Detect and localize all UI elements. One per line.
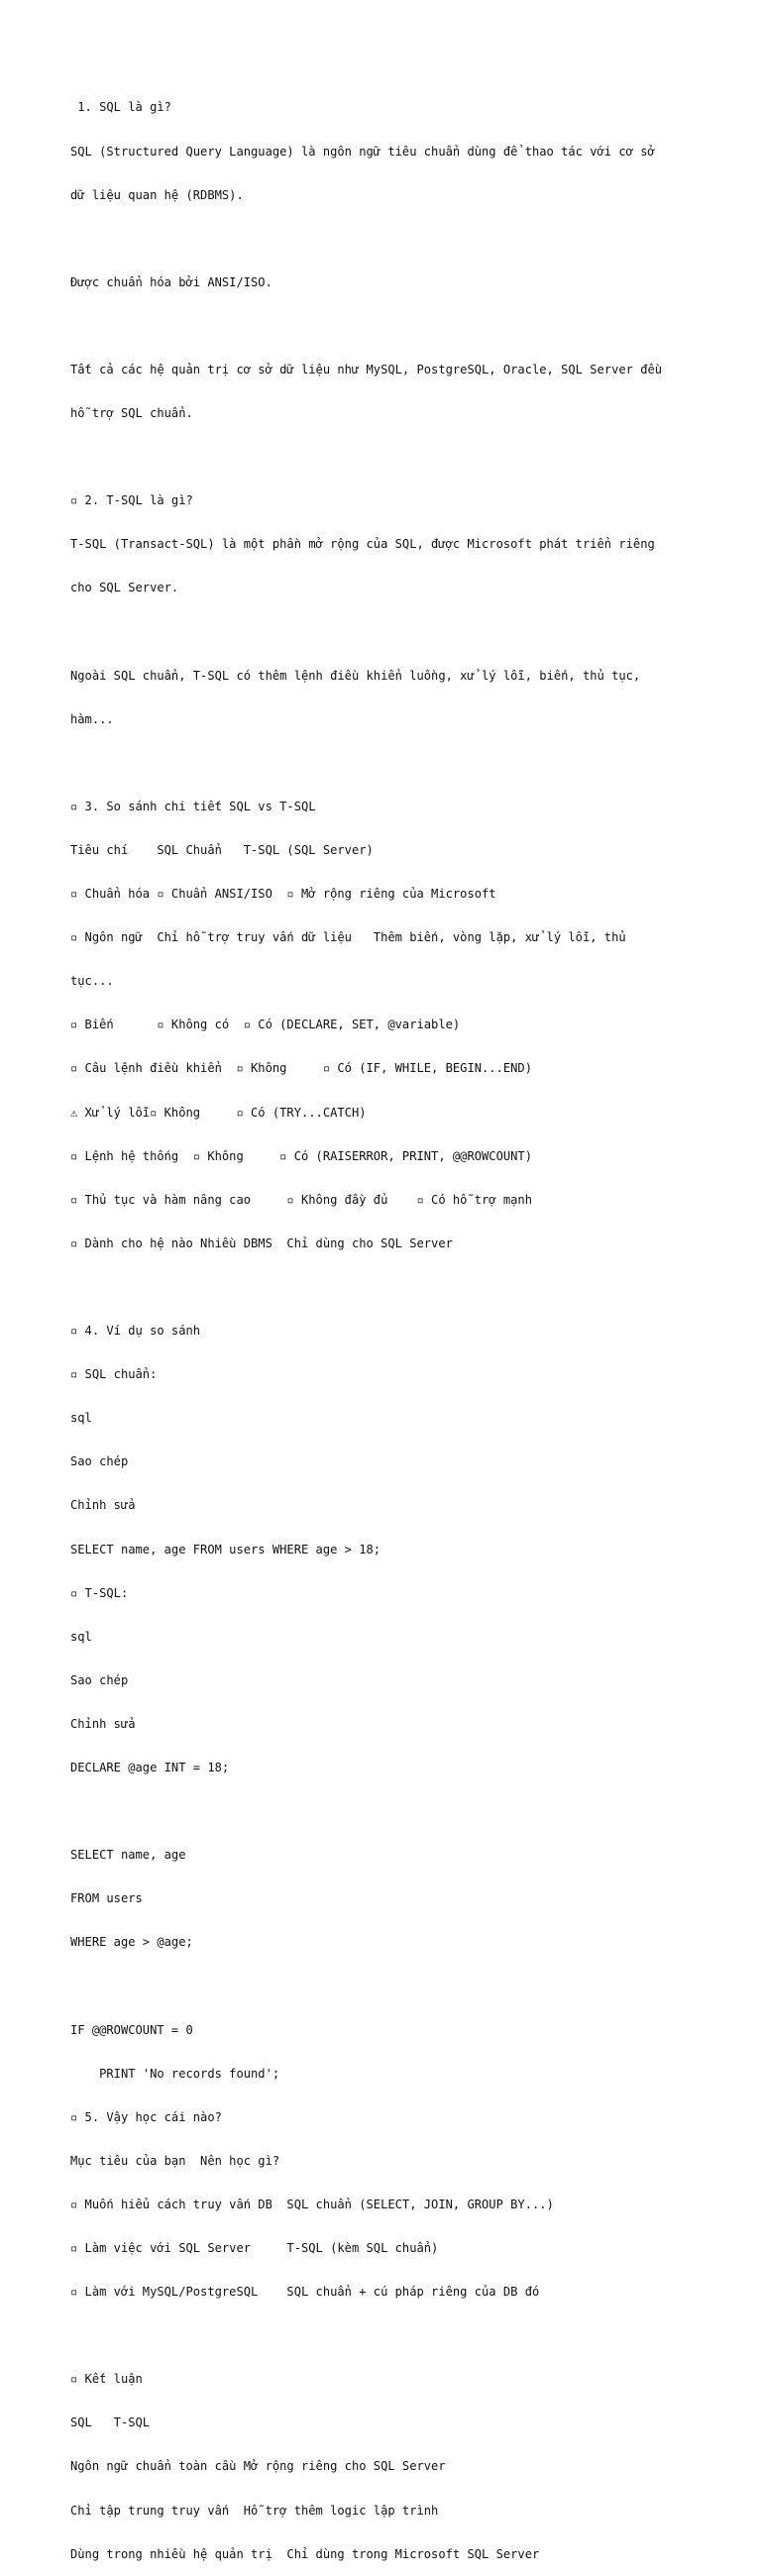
comparison-row: ▫ Chuẩn hóa ▫ Chuẩn ANSI/ISO ▫ Mở rộng riêng của Microsoft bbox=[70, 887, 496, 902]
comparison-row: ⚠ Xử lý lỗi▫ Không ▫ Có (TRY...CATCH) bbox=[70, 1105, 367, 1120]
text-line: dữ liệu quan hệ (RDBMS). bbox=[70, 187, 244, 202]
goal-row: ▫ Làm việc với SQL Server T-SQL (kèm SQL chuẩn) bbox=[70, 2241, 439, 2255]
comparison-row: ▫ Dành cho hệ nào Nhiều DBMS Chỉ dùng cho SQL Server bbox=[70, 1235, 453, 1250]
text-line: Được chuẩn hóa bởi ANSI/ISO. bbox=[70, 274, 272, 289]
text-line: cho SQL Server. bbox=[70, 581, 179, 595]
example-label-tsql: ▫ T-SQL: bbox=[70, 1585, 129, 1600]
comparison-row: ▫ Ngôn ngữ Chỉ hỗ trợ truy vấn dữ liệu Thêm biến, vòng lặp, xử lý lỗi, thủ bbox=[70, 930, 626, 945]
blank-line bbox=[70, 2328, 705, 2343]
goal-row: ▫ Làm với MySQL/PostgreSQL SQL chuẩn + cú pháp riêng của DB đó bbox=[70, 2285, 540, 2300]
text-line: Ngoài SQL chuẩn, T-SQL có thêm lệnh điều khiển luồng, xử lý lỗi, biến, thủ tục, bbox=[70, 668, 641, 683]
text-line: T-SQL (Transact-SQL) là một phần mở rộng của SQL, được Microsoft phát triển riêng bbox=[70, 537, 655, 552]
copy-code-label: Sao chép bbox=[70, 1672, 129, 1687]
code-line: SELECT name, age FROM users WHERE age > 18; bbox=[70, 1542, 381, 1556]
code-language-label: sql bbox=[70, 1411, 92, 1426]
heading-which-to-learn: ▫ 5. Vậy học cái nào? bbox=[70, 2109, 222, 2124]
comparison-row: tục... bbox=[70, 974, 114, 989]
edit-code-label: Chỉnh sửa bbox=[70, 1716, 136, 1731]
comparison-row: ▫ Câu lệnh điều khiển ▫ Không ▫ Có (IF, WHILE, BEGIN...END) bbox=[70, 1061, 532, 1076]
text-line: hàm... bbox=[70, 711, 114, 726]
heading-what-is-tsql: ▫ 2. T-SQL là gì? bbox=[70, 493, 193, 508]
conclusion-header-row: SQL T-SQL bbox=[70, 2415, 151, 2430]
text-line: Tất cả các hệ quản trị cơ sở dữ liệu như MySQL, PostgreSQL, Oracle, SQL Server đều bbox=[70, 362, 663, 376]
blank-line bbox=[70, 625, 705, 640]
conclusion-row: Dùng trong nhiều hệ quản trị Chỉ dùng trong Microsoft SQL Server bbox=[70, 2546, 540, 2561]
heading-examples: ▫ 4. Ví dụ so sánh bbox=[70, 1324, 201, 1339]
comparison-row: ▫ Thủ tục và hàm nâng cao ▫ Không đầy đủ ▫ Có hỗ trợ mạnh bbox=[70, 1192, 532, 1207]
text-line: SQL (Structured Query Language) là ngôn ngữ tiêu chuẩn dùng để thao tác với cơ sở bbox=[70, 144, 655, 159]
code-line: IF @@ROWCOUNT = 0 bbox=[70, 2022, 193, 2037]
conclusion-row: Ngôn ngữ chuẩn toàn cầu Mở rộng riêng cho SQL Server bbox=[70, 2459, 446, 2474]
code-line: DECLARE @age INT = 18; bbox=[70, 1760, 230, 1774]
heading-conclusion: ▫ Kết luận bbox=[70, 2372, 143, 2387]
blank-line bbox=[70, 319, 705, 334]
copy-code-label: Sao chép bbox=[70, 1454, 129, 1469]
comparison-header-row: Tiêu chí SQL Chuẩn T-SQL (SQL Server) bbox=[70, 843, 374, 857]
comparison-row: ▫ Biến ▫ Không có ▫ Có (DECLARE, SET, @variable) bbox=[70, 1018, 461, 1032]
goal-header-row: Mục tiêu của bạn Nên học gì? bbox=[70, 2153, 280, 2168]
blank-line bbox=[70, 232, 705, 247]
heading-what-is-sql: 1. SQL là gì? bbox=[70, 100, 171, 115]
blank-line bbox=[70, 756, 705, 771]
blank-line bbox=[70, 450, 705, 465]
document-body bbox=[70, 71, 705, 2576]
blank-line bbox=[70, 1804, 705, 1819]
code-line: FROM users bbox=[70, 1891, 143, 1906]
code-line: PRINT 'No records found'; bbox=[70, 2066, 280, 2081]
code-line: WHERE age > @age; bbox=[70, 1935, 193, 1950]
example-label-sql: ▫ SQL chuẩn: bbox=[70, 1367, 158, 1382]
heading-comparison: ▫ 3. So sánh chi tiết SQL vs T-SQL bbox=[70, 799, 316, 813]
conclusion-row: Chỉ tập trung truy vấn Hỗ trợ thêm logic lập trình bbox=[70, 2503, 439, 2518]
text-line: hỗ trợ SQL chuẩn. bbox=[70, 406, 193, 421]
code-line: SELECT name, age bbox=[70, 1848, 186, 1863]
blank-line bbox=[70, 1280, 705, 1295]
goal-row: ▫ Muốn hiểu cách truy vấn DB SQL chuẩn (SELECT, JOIN, GROUP BY...) bbox=[70, 2197, 554, 2211]
edit-code-label: Chỉnh sửa bbox=[70, 1498, 136, 1513]
comparison-row: ▫ Lệnh hệ thống ▫ Không ▫ Có (RAISERROR, PRINT, @@ROWCOUNT) bbox=[70, 1148, 532, 1163]
code-language-label: sql bbox=[70, 1629, 92, 1644]
blank-line bbox=[70, 1979, 705, 1993]
